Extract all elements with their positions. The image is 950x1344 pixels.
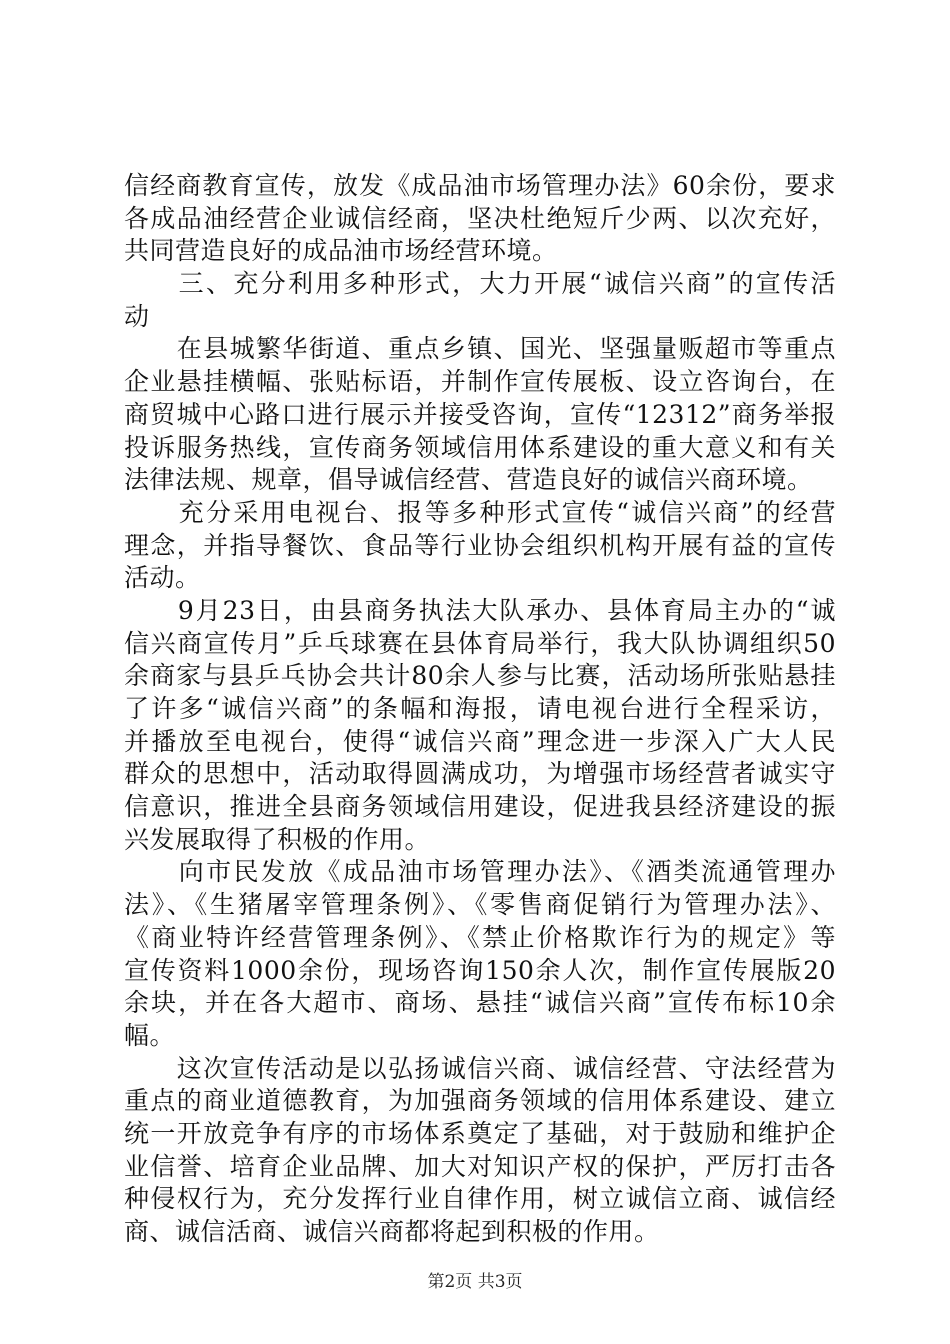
text-line: 群众的思想中，活动取得圆满成功，为增强市场经营者诚实守 <box>124 759 836 789</box>
text-line: 各成品油经营企业诚信经商，坚决杜绝短斤少两、以次充好， <box>124 203 836 233</box>
text-line: 企业悬挂横幅、张贴标语，并制作宣传展板、设立咨询台，在 <box>124 367 836 397</box>
text-line: 了许多“诚信兴商”的条幅和海报，请电视台进行全程采访， <box>124 694 836 723</box>
text-line: 向市民发放《成品油市场管理办法》、《酒类流通管理办 <box>124 857 836 887</box>
text-line: 信兴商宣传月”乒乓球赛在县体育局举行，我大队协调组织50 <box>124 628 836 658</box>
text-line: 信经商教育宣传，放发《成品油市场管理办法》60余份，要求 <box>124 171 836 200</box>
text-line: 动 <box>124 301 150 331</box>
text-line: 投诉服务热线，宣传商务领域信用体系建设的重大意义和有关 <box>124 432 836 462</box>
text-line: 重点的商业道德教育，为加强商务领域的信用体系建设、建立 <box>124 1086 836 1116</box>
text-line: 这次宣传活动是以弘扬诚信兴商、诚信经营、守法经营为 <box>124 1053 836 1083</box>
text-line: 余块，并在各大超市、商场、悬挂“诚信兴商”宣传布标10余 <box>124 988 836 1018</box>
text-line: 理念，并指导餐饮、食品等行业协会组织机构开展有益的宣传 <box>124 530 836 560</box>
text-line: 兴发展取得了积极的作用。 <box>124 824 431 854</box>
text-line: 活动。 <box>124 563 201 593</box>
text-line: 统一开放竞争有序的市场体系奠定了基础，对于鼓励和维护企 <box>124 1118 836 1148</box>
text-line: 种侵权行为，充分发挥行业自律作用，树立诚信立商、诚信经 <box>124 1184 836 1214</box>
text-line: 商贸城中心路口进行展示并接受咨询，宣传“12312”商务举报 <box>124 399 836 429</box>
text-line: 幅。 <box>124 1020 176 1050</box>
text-line: 共同营造良好的成品油市场经营环境。 <box>124 236 558 266</box>
text-line: 法律法规、规章，倡导诚信经营、营造良好的诚信兴商环境。 <box>124 465 813 495</box>
text-line: 在县城繁华街道、重点乡镇、国光、坚强量贩超市等重点 <box>124 334 836 364</box>
text-line: 宣传资料1000余份，现场咨询150余人次，制作宣传展版20 <box>124 955 836 985</box>
page-footer: 第2页 共3页 <box>427 1272 523 1292</box>
text-line: 三、充分利用多种形式，大力开展“诚信兴商”的宣传活 <box>124 269 836 299</box>
document-body <box>124 170 836 1249</box>
text-line: 余商家与县乒乓协会共计80余人参与比赛，活动场所张贴悬挂 <box>124 661 836 691</box>
text-line: 法》、《生猪屠宰管理条例》、《零售商促销行为管理办法》、 <box>124 890 836 920</box>
text-line: 信意识，推进全县商务领域信用建设，促进我县经济建设的振 <box>124 792 836 822</box>
text-line: 9月23日，由县商务执法大队承办、县体育局主办的“诚 <box>124 595 836 625</box>
text-line: 业信誉、培育企业品牌、加大对知识产权的保护，严厉打击各 <box>124 1151 836 1181</box>
text-line: 《商业特许经营管理条例》、《禁止价格欺诈行为的规定》等 <box>124 922 836 952</box>
text-line: 充分采用电视台、报等多种形式宣传“诚信兴商”的经营 <box>124 497 836 527</box>
text-line: 商、诚信活商、诚信兴商都将起到积极的作用。 <box>124 1217 660 1246</box>
text-line: 并播放至电视台，使得“诚信兴商”理念进一步深入广大人民 <box>124 726 836 756</box>
